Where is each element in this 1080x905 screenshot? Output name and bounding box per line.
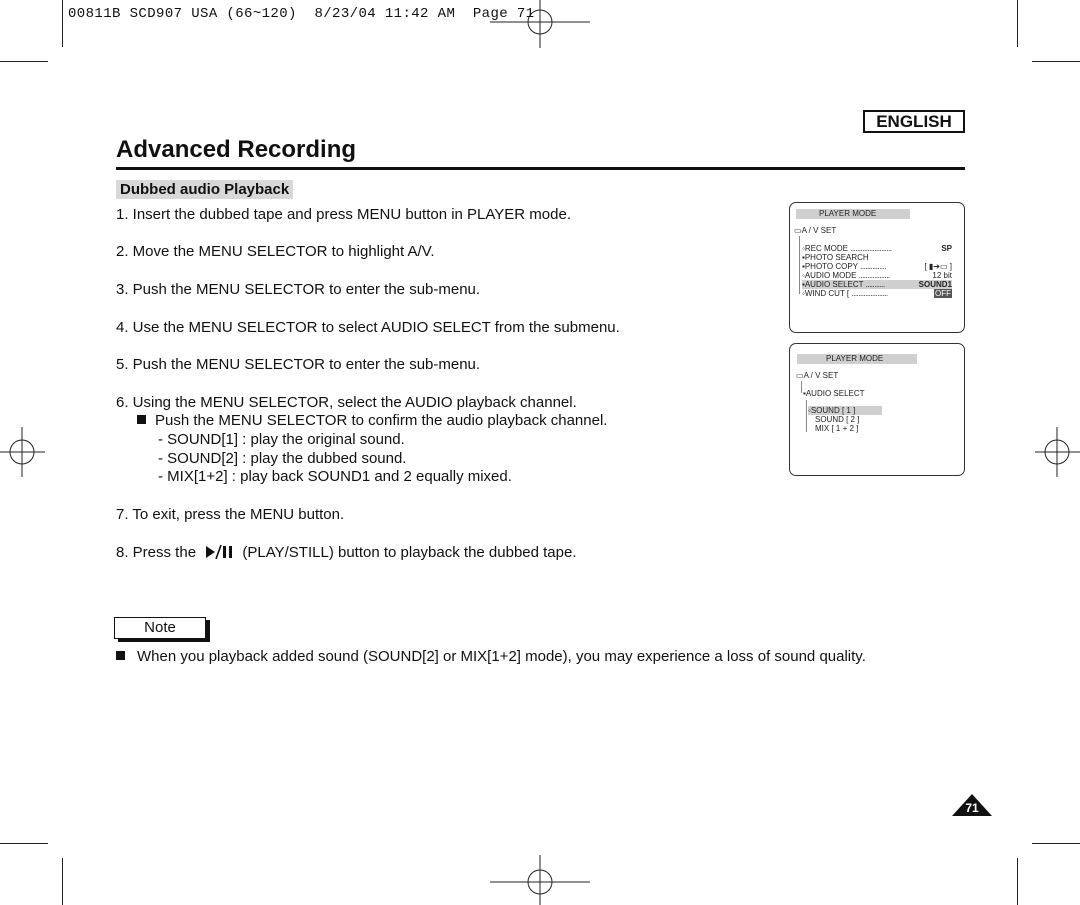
page-number: 71 bbox=[965, 801, 979, 815]
step-5: 5. Push the MENU SELECTOR to enter the sub-menu. bbox=[116, 356, 481, 373]
step-8-prefix: 8. Press the bbox=[116, 544, 197, 561]
audio-mode-value: 12 bit bbox=[932, 271, 952, 280]
audio-mode-label: AUDIO MODE bbox=[804, 271, 857, 280]
tree-line bbox=[799, 236, 800, 294]
menu-item-rec-mode bbox=[802, 244, 952, 253]
step-7: 7. To exit, press the MENU button. bbox=[116, 506, 345, 523]
step-1: 1. Insert the dubbed tape and press MENU button in PLAYER mode. bbox=[116, 206, 571, 223]
rec-mode-label: REC MODE bbox=[804, 244, 848, 253]
page-title: Advanced Recording bbox=[116, 136, 357, 163]
av-set-text: A / V SET bbox=[803, 371, 839, 380]
player-mode-bar: PLAYER MODE bbox=[797, 354, 917, 364]
menu-item-photo-copy bbox=[802, 262, 952, 271]
step-6-subitem: - SOUND[2] : play the dubbed sound. bbox=[158, 450, 407, 467]
option-mix: MIX [ 1 + 2 ] bbox=[815, 424, 859, 433]
radio-icon: ◦ bbox=[802, 244, 805, 253]
step-6-bullet bbox=[137, 412, 607, 429]
option-sound-1-label: SOUND [ 1 ] bbox=[810, 406, 856, 415]
step-4: 4. Use the MENU SELECTOR to select AUDIO SELECT from the submenu. bbox=[116, 319, 620, 336]
language-label: ENGLISH bbox=[863, 110, 965, 133]
note-label: Note bbox=[114, 617, 206, 639]
menu-folder-icon: ▭ bbox=[794, 226, 802, 235]
audio-mode-dots: .................. bbox=[858, 271, 890, 280]
step-6-bullet-text: Push the MENU SELECTOR to confirm the audio playback channel. bbox=[155, 412, 608, 429]
play-still-icon bbox=[204, 545, 236, 559]
radio-icon: ◦ bbox=[808, 406, 811, 415]
radio-icon: ◦ bbox=[802, 271, 805, 280]
crop-mark bbox=[0, 843, 48, 844]
photo-icon: ▪ bbox=[803, 389, 806, 398]
menu-screen-2 bbox=[789, 343, 965, 476]
step-3: 3. Push the MENU SELECTOR to enter the sub-menu. bbox=[116, 281, 481, 298]
step-6-subitem: - MIX[1+2] : play back SOUND1 and 2 equally mixed. bbox=[158, 468, 512, 485]
audio-select-text: AUDIO SELECT bbox=[805, 389, 865, 398]
tree-line bbox=[801, 381, 802, 393]
rec-mode-value: SP bbox=[941, 244, 952, 253]
audio-select-label: AUDIO SELECT bbox=[804, 280, 864, 289]
step-2: 2. Move the MENU SELECTOR to highlight A/V. bbox=[116, 243, 435, 260]
wind-cut-value: OFF bbox=[935, 289, 951, 298]
wind-cut-label: WIND CUT [ bbox=[804, 289, 850, 298]
crop-mark bbox=[1032, 61, 1080, 62]
crop-mark bbox=[0, 61, 48, 62]
step-8 bbox=[116, 544, 577, 561]
bullet-icon bbox=[137, 415, 146, 424]
print-header: 00811B SCD907 USA (66~120) 8/23/04 11:42 AM Page 71 bbox=[68, 6, 535, 22]
photo-icon: ▪ bbox=[802, 280, 805, 289]
bullet-icon bbox=[116, 651, 125, 660]
photo-search-label: PHOTO SEARCH bbox=[804, 253, 869, 262]
crop-mark bbox=[1017, 858, 1018, 905]
audio-select-label bbox=[803, 389, 865, 398]
registration-mark-icon bbox=[0, 427, 45, 477]
registration-mark-icon bbox=[1035, 427, 1080, 477]
audio-select-value: SOUND1 bbox=[918, 280, 952, 289]
rec-mode-dots: ........................ bbox=[850, 244, 892, 253]
section-title: Dubbed audio Playback bbox=[116, 180, 293, 199]
step-8-suffix: (PLAY/STILL) button to playback the dubbed tape. bbox=[242, 544, 577, 561]
crop-mark bbox=[62, 0, 63, 47]
photo-icon: ▪ bbox=[802, 262, 805, 271]
option-sound-2: SOUND [ 2 ] bbox=[815, 415, 860, 424]
radio-icon: ◦ bbox=[802, 289, 805, 298]
photo-icon: ▪ bbox=[802, 253, 805, 262]
menu-item-wind-cut bbox=[802, 289, 952, 298]
photo-copy-label: PHOTO COPY bbox=[804, 262, 858, 271]
menu-item-audio-mode bbox=[802, 271, 952, 280]
photo-copy-dots: ............... bbox=[860, 262, 886, 271]
step-6-subitem: - SOUND[1] : play the original sound. bbox=[158, 431, 405, 448]
tree-line bbox=[806, 400, 807, 432]
note-text bbox=[116, 648, 866, 665]
player-mode-bar: PLAYER MODE bbox=[796, 209, 910, 219]
option-sound-1 bbox=[808, 406, 882, 415]
note-text-content: When you playback added sound (SOUND[2] or MIX[1+2] mode), you may experience a loss of sound quality. bbox=[137, 648, 866, 665]
av-set-label bbox=[796, 371, 838, 380]
menu-folder-icon: ▭ bbox=[796, 371, 804, 380]
registration-mark-icon bbox=[490, 855, 590, 905]
crop-mark bbox=[62, 858, 63, 905]
crop-mark bbox=[1017, 0, 1018, 47]
av-set-text: A / V SET bbox=[801, 226, 837, 235]
photo-copy-value: [ ▮➔▭ ] bbox=[924, 262, 952, 271]
wind-cut-dots: ..................... bbox=[851, 289, 888, 298]
crop-mark bbox=[1032, 843, 1080, 844]
step-6: 6. Using the MENU SELECTOR, select the AUDIO playback channel. bbox=[116, 394, 577, 411]
menu-screen-1 bbox=[789, 202, 965, 333]
title-rule bbox=[116, 167, 965, 170]
menu-item-audio-select bbox=[802, 280, 952, 289]
menu-item-photo-search bbox=[802, 253, 952, 262]
av-set-label bbox=[794, 226, 836, 235]
audio-select-dots: ........... bbox=[865, 280, 885, 289]
